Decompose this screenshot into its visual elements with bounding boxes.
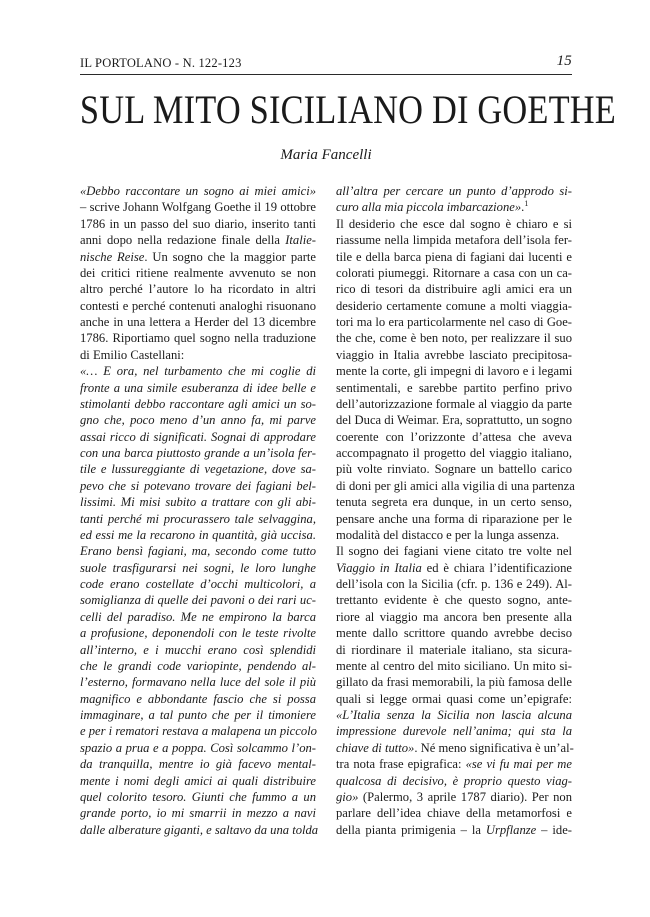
text-segment: «… E ora, nel turbamento che mi coglie di: [80, 364, 316, 379]
text-line: [80, 625, 316, 641]
text-segment: viaggio in Italia avrebbe lasciato precipitosa-: [336, 347, 572, 362]
text-line: [80, 756, 316, 772]
text-segment: chiave di tutto»: [336, 740, 415, 755]
text-segment: curo alla mia piccola imbarcazione»: [336, 200, 522, 215]
text-segment: tile e lussureggiante di vegetazione, dove sa-: [80, 462, 316, 477]
text-line: [80, 183, 316, 199]
text-line: [336, 740, 572, 756]
text-line: [336, 543, 572, 559]
text-line: [80, 609, 316, 625]
text-segment: mente al centro del mito siciliano. Un mito si-: [336, 658, 572, 673]
text-segment: anche in una lettera a Herder del 13 dicembre: [80, 315, 316, 329]
text-line: [80, 658, 316, 674]
text-segment: accompagnato il progetto del viaggio italiano,: [336, 446, 572, 460]
text-segment: tori ma lo era particolarmente nel caso di Goe-: [336, 315, 572, 329]
text-line: [80, 805, 316, 821]
text-line: [80, 199, 316, 215]
text-segment: mente dallo scrittore quando avrebbe deciso: [336, 626, 572, 641]
text-line: [336, 576, 572, 592]
text-line: [80, 592, 316, 608]
text-line: [336, 330, 572, 346]
text-segment: (Palermo, 3 aprile 1787 diario). Per non: [358, 789, 572, 804]
text-line: [80, 707, 316, 723]
text-segment: della pianta primigenia – la: [336, 822, 486, 837]
text-segment: «Debbo raccontare un sogno ai miei amici»: [80, 184, 316, 198]
text-segment: di doni per gli amici alla vigilia di una partenza: [336, 478, 575, 493]
text-line: [80, 723, 316, 739]
text-segment: dell’isola con la Sicilia (cfr. p. 136 e 249). Al-: [336, 577, 572, 591]
article-title: SUL MITO SICILIANO DI GOETHE: [79, 87, 616, 132]
text-segment: tile e della barca piena di fagiani dai lucenti e: [336, 249, 572, 264]
header-rule: [80, 74, 572, 75]
text-line: [80, 281, 316, 297]
text-segment: di riordinare il materiale italiano, sta sicura-: [336, 642, 572, 657]
text-segment: di Emilio Castellani:: [80, 347, 185, 362]
text-segment: più volte rinviato. Sognare un battello carico: [336, 462, 572, 477]
text-segment: contesti e perché contenuti analoghi risuonano: [80, 298, 316, 313]
text-segment: anni dopo nella redazione finale della: [80, 233, 286, 248]
text-segment: l’esterno, formavano nella luce del sole il più: [80, 675, 316, 690]
text-line: [80, 363, 316, 379]
text-line: [336, 249, 572, 265]
text-line: [80, 445, 316, 461]
footnote-marker: 1: [524, 199, 529, 209]
text-line: [336, 691, 572, 707]
text-segment: Italie-: [285, 233, 316, 248]
text-line: [336, 461, 572, 477]
text-line: [80, 494, 316, 510]
text-segment: Urpflanze: [485, 822, 537, 837]
text-line: [336, 805, 572, 821]
text-segment: gno che, poco meno d’un anno fa, mi parve: [80, 413, 316, 428]
text-segment: gio»: [336, 789, 359, 804]
text-segment: Il desiderio che esce dal sogno è chiaro e si: [336, 216, 572, 231]
text-line: [80, 232, 316, 248]
text-segment: suole trasfigurarsi nei sogni, le loro lunghe: [80, 560, 316, 575]
text-line: [336, 363, 572, 379]
text-segment: rico di tesori da distribuire agli amici era un: [336, 282, 572, 297]
text-segment: code erano costellate d’occhi multicolori, a: [80, 577, 316, 591]
text-segment: parlare dell’idea chiave della metamorfosi e: [336, 806, 572, 821]
text-line: [336, 723, 572, 739]
page-number: 15: [556, 53, 572, 69]
text-line: [336, 232, 572, 248]
text-line: [80, 412, 316, 428]
text-segment: gillato da frasi memorabili, la più famosa delle: [336, 675, 572, 690]
text-line: [80, 347, 316, 363]
text-segment: tanti perché mi procurassero tale selvaggina,: [80, 511, 316, 526]
text-line: [336, 642, 572, 658]
text-line: [80, 674, 316, 690]
text-segment: – ide-: [536, 822, 572, 837]
text-line: [80, 822, 319, 838]
text-segment: . Né meno significativa è un’al-: [414, 740, 574, 755]
text-line: [80, 773, 316, 789]
text-line: [336, 183, 572, 199]
text-segment: modalità del distacco e per la lunga assenza.: [336, 527, 560, 542]
text-line: [80, 511, 316, 527]
text-line: [336, 429, 572, 445]
text-line: [336, 527, 572, 543]
text-segment: trettanto evidente è che questo sogno, ante-: [336, 593, 572, 608]
text-segment: stimolanti debbo raccontare agli amici un so-: [80, 396, 316, 411]
text-line: [80, 740, 316, 756]
text-line: [336, 494, 572, 510]
text-line: [336, 560, 572, 576]
text-line: [336, 674, 572, 690]
text-segment: qualcosa di decisivo, è proprio questo viag-: [336, 773, 572, 788]
text-line: [80, 314, 316, 330]
text-segment: celli del paradiso. Me ne empirono la barca: [80, 609, 316, 624]
text-line: [80, 380, 316, 396]
text-segment: 1786 in un passo del suo diario, inserito tanti: [80, 216, 316, 231]
text-segment: e per i rematori restava a malapena un piccolo: [80, 724, 317, 739]
text-line: [336, 347, 572, 363]
text-segment: sentimentali, e sarebbe partito perfino privo: [336, 380, 572, 395]
text-segment: a profusione, deponendoli con le teste rivolte: [80, 626, 316, 641]
text-line: [80, 789, 316, 805]
text-line: [80, 330, 316, 346]
text-line: [80, 249, 316, 265]
text-segment: dell’autorizzazione formale al viaggio da parte: [336, 396, 572, 411]
text-segment: dalle alberature giganti, e saltavo da una tolda: [80, 822, 319, 837]
text-segment: all’interno, e i mucchi erano così splendidi: [80, 642, 316, 657]
text-segment: mente la corte, gli impegni di lavoro e i legami: [336, 364, 573, 379]
text-segment: impressione durevole nell’anima; qui sta la: [336, 724, 572, 739]
text-segment: . Un sogno che la maggior parte: [144, 249, 316, 264]
journal-title: IL PORTOLANO - N. 122-123: [80, 56, 242, 70]
text-line: [80, 576, 316, 592]
text-segment: immaginare, a tal punto che per il timoniere: [80, 708, 316, 722]
text-column-right: [336, 183, 575, 838]
text-segment: 1786. Riportiamo quel sogno nella traduzione: [80, 331, 316, 346]
text-segment: colorati piumeggi. Ritornare a casa con un ca-: [336, 265, 572, 280]
text-line: [336, 707, 572, 723]
text-segment: nische Reise: [80, 249, 145, 264]
text-line: [336, 199, 572, 215]
text-segment: quali si legge ormai quasi come un’epigrafe:: [336, 691, 572, 706]
text-segment: desiderio certamente comune a molti viaggia-: [336, 298, 572, 313]
text-segment: «L’Italia senza la Sicilia non lascia alcuna: [336, 708, 572, 722]
text-segment: tenuta segreta era dunque, in un certo senso,: [336, 495, 572, 510]
text-segment: assai ricco di significati. Sognai di approdare: [80, 429, 316, 444]
text-segment: ed essi me la recarono in quantità, già uccisa.: [80, 527, 316, 542]
text-line: [336, 625, 572, 641]
text-segment: che le grandi code variopinte, pendendo al-: [80, 658, 316, 673]
text-line: [336, 789, 572, 805]
article-author: Maria Fancelli: [280, 147, 372, 163]
text-line: [80, 429, 316, 445]
text-line: [80, 642, 316, 658]
text-segment: quel colorito tesoro. Giunti che fummo a un: [80, 789, 316, 804]
text-segment: pensare anche una forma di riparazione per le: [336, 511, 572, 526]
text-line: [336, 773, 572, 789]
text-segment: pevo che si potevano trovare dei fagiani bel-: [80, 478, 316, 493]
text-segment: the che, come è ben noto, per realizzare il suo: [336, 331, 572, 346]
text-line: [336, 609, 572, 625]
text-line: [80, 298, 316, 314]
text-segment: con una barca piuttosto grande a un’isola fer-: [80, 446, 316, 460]
text-line: [336, 412, 572, 428]
text-segment: coerente con l’orizzonte d’attesa che aveva: [336, 429, 572, 444]
text-segment: magnifico e abbondante fascio che si possa: [80, 691, 316, 706]
text-segment: lissimi. Mi misi subito a trattare con gli abi-: [80, 495, 316, 510]
text-line: [336, 822, 572, 838]
text-line: [80, 527, 316, 543]
text-line: [336, 658, 572, 674]
text-segment: mente i nomi degli amici ai quali distribuire: [80, 773, 316, 788]
text-segment: ed è chiara l’identificazione: [421, 560, 572, 575]
running-head: [80, 53, 572, 74]
text-segment: Il sogno dei fagiani viene citato tre volte nel: [336, 544, 572, 559]
text-line: [80, 478, 316, 494]
text-segment: Erano bensì fagiani, ma, secondo come tutto: [80, 544, 316, 559]
text-line: [80, 560, 316, 576]
text-segment: – scrive Johann Wolfgang Goethe il 19 ottobre: [80, 200, 316, 215]
text-line: [80, 543, 316, 559]
text-line: [336, 298, 572, 314]
text-segment: fronte a una simile esuberanza di idee belle e: [80, 380, 316, 395]
text-segment: riore al viaggio ma ancora ben presente alla: [336, 609, 572, 624]
text-line: [336, 216, 572, 232]
text-segment: all’altra per cercare un punto d’approdo si-: [336, 184, 572, 198]
text-line: [80, 216, 316, 232]
text-segment: «se vi fu mai per me: [465, 757, 572, 772]
text-segment: altro perché l’autore lo ha ricordato in altri: [80, 282, 316, 297]
text-line: [336, 380, 572, 396]
text-line: [336, 478, 575, 494]
text-line: [336, 265, 572, 281]
text-line: [336, 445, 572, 461]
text-segment: dei critici ritiene realmente avvenuto se non: [80, 265, 316, 280]
text-segment: Viaggio in Italia: [336, 560, 422, 575]
text-line: [80, 265, 316, 281]
text-line: [80, 461, 316, 477]
text-line: [336, 592, 572, 608]
text-segment: spazio a prua e a poppa. Così solcammo l’on-: [80, 740, 316, 755]
text-line: [336, 396, 572, 412]
text-line: [336, 314, 572, 330]
text-segment: grande porto, io mi smarrii in mezzo a navi: [80, 806, 316, 821]
text-line: [336, 511, 572, 527]
text-segment: riassume nella limpida metafora dell’isola fer-: [336, 233, 572, 248]
text-segment: da tranquilla, mentre io già facevo mental-: [80, 757, 316, 772]
text-segment: .: [521, 200, 525, 215]
text-line: [336, 756, 572, 772]
text-segment: somiglianza di quelle dei pavoni o dei rari uc-: [80, 593, 316, 608]
text-segment: del Duca di Weimar. Era, soprattutto, un sogno: [336, 413, 572, 428]
text-line: [80, 396, 316, 412]
text-line: [80, 691, 316, 707]
text-line: [336, 281, 572, 297]
text-column-left: [80, 183, 319, 838]
text-segment: tra nota frase epigrafica:: [336, 757, 466, 772]
